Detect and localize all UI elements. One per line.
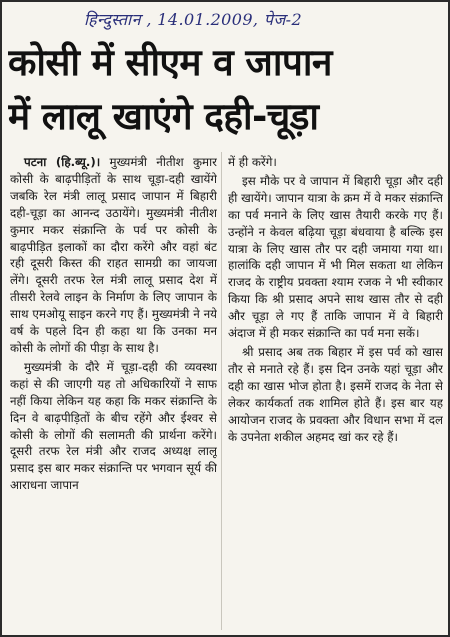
article-paragraph: में ही करेंगे। [228,155,277,169]
handwritten-source-note: हिन्दुस्तान , 14.01.2009, पेज-2 [84,10,303,29]
article-column-left [10,154,217,632]
article-paragraph: इस मौके पर वे जापान में बिहारी चूड़ा और दही ही खायेंगे। जापान यात्रा के क्रम में वे मकर संक्रान्ति का पर्व मनाने के लिए खास तैयारी करके गए हैं। उन्होंने न केवल बढ़िया चूड़ा बंधवाया है बल्कि इस यात्रा के लिए खास तौर पर दही जमाया गया था। हालांकि दही जापान में भी मिल सकता था लेकिन राजद के राष्ट्रीय प्रवक्ता श्याम रजक ने भी स्वीकार किया कि श्री प्रसाद अपने साथ खास तौर से दही और चूड़ा ले गए हैं ताकि जापान में वे बिहारी अंदाज में ही मकर संक्रान्ति का पर्व मना सकें। [228,173,443,341]
article-column-right [228,154,443,632]
headline-line-1: कोसी में सीएम व जापान [8,41,332,84]
headline [8,36,446,148]
headline-line-2: में लालू खाएंगे दही-चूड़ा [8,95,319,138]
article-paragraph: श्री प्रसाद अब तक बिहार में इस पर्व को खास तौर से मनाते रहे हैं। इस दिन उनके यहां चूड़ा और दही का खास भोज होता है। इसमें राजद के नेता से लेकर कार्यकर्ता तक शामिल होते हैं। इस बार यह आयोजन राजद के प्रवक्ता और विधान सभा में दल के उपनेता शकील अहमद खां कर रहे हैं। [228,344,443,444]
paragraph-text: मुख्यमंत्री नीतीश कुमार कोसी के बाढ़पीड़ितों के साथ चूड़ा-दही खायेंगे जबकि रेल मंत्री लालू प्रसाद जापान में बिहारी दही-चूड़ा का आनन्द उठायेंगे। मुख्यमंत्री नीतीश कुमार मकर संक्रान्ति के पर्व पर कोसी के बाढ़पीड़ित इलाकों का दौरा करेंगे और वहां बंट रही दूसरी किस्त की राहत सामग्री का जायजा लेंगे। दूसरी तरफ रेल मंत्री लालू प्रसाद देश में तीसरी रेलवे लाइन के निर्माण के लिए जापान के साथ एमओयू साइन करने गए हैं। मुख्यमंत्री ने नये वर्ष के पहले दिन ही कहा था कि उनका मन कोसी के लोगों की पीड़ा के साथ है। [10,155,217,355]
article-paragraph: मुख्यमंत्री के दौरे में चूड़ा-दही की व्यवस्था कहां से की जाएगी यह तो अधिकारियों ने साफ नहीं किया लेकिन यह कहा कि मकर संक्रान्ति के दिन वे बाढ़पीड़ितों के बीच रहेंगे और ईश्वर से कोसी के लोगों की सलामती की प्रार्थना करेंगे। दूसरी तरफ रेल मंत्री और राजद अध्यक्ष लालू प्रसाद इस बार मकर संक्रान्ति पर भगवान सूर्य की आराधना जापान [10,359,217,493]
article-paragraph [10,154,217,357]
dateline: पटना (हि.ब्यू.)। [24,155,101,169]
column-divider [221,152,222,630]
